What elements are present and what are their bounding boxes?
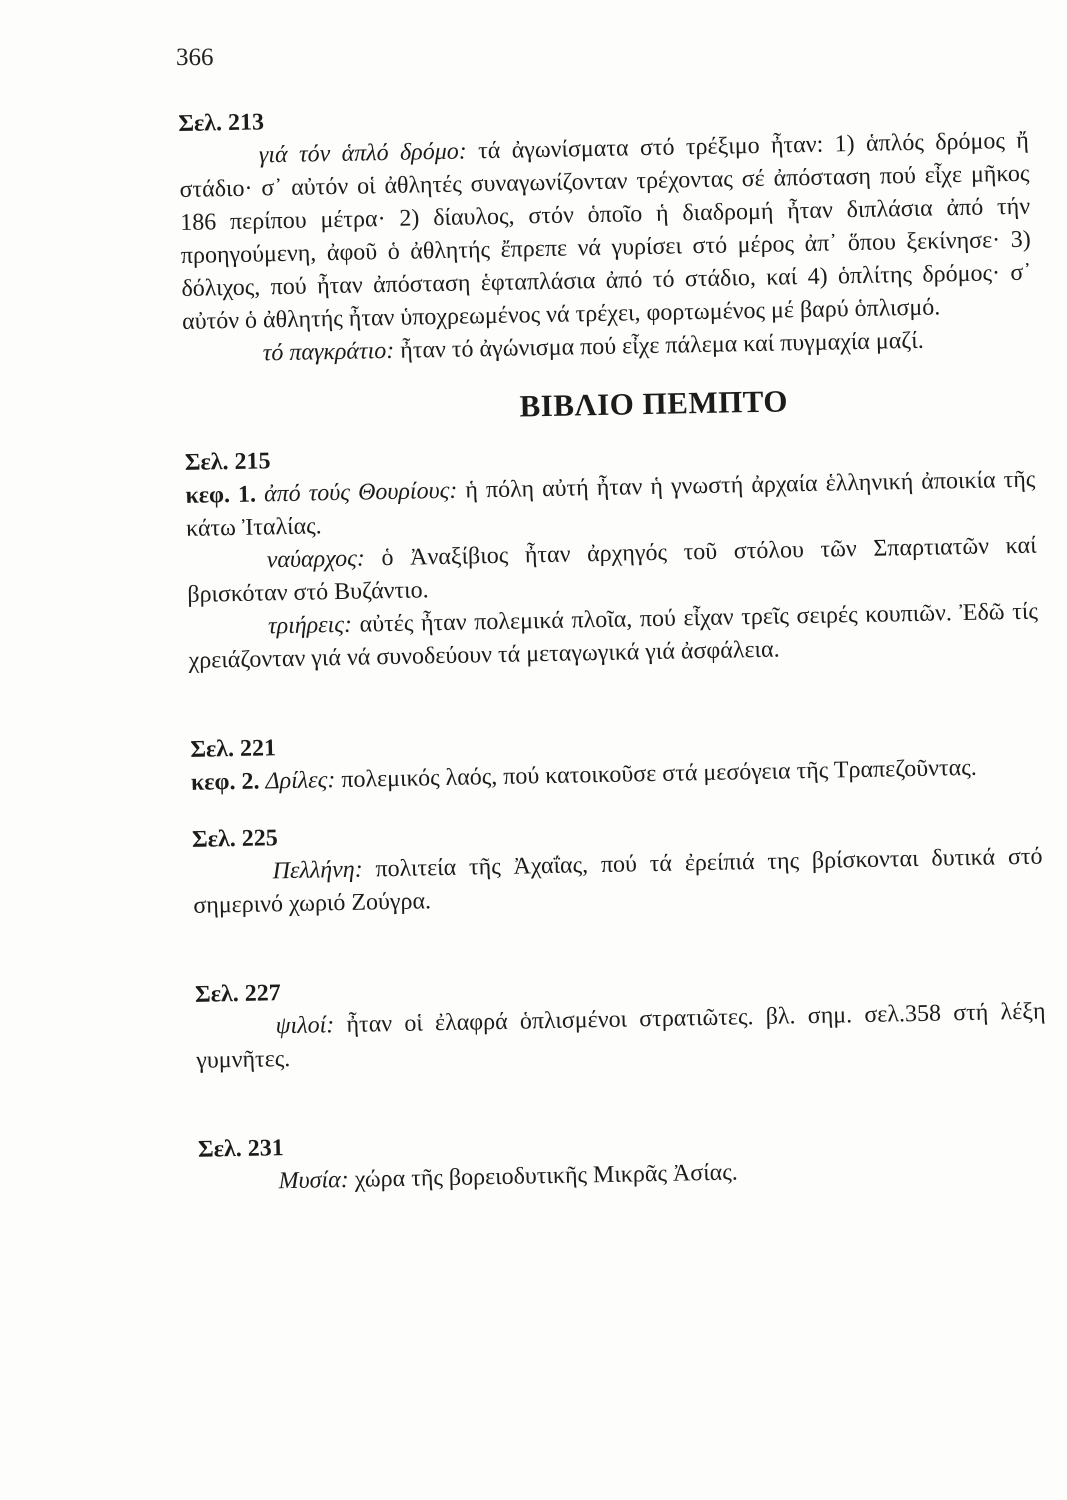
note-text: πολιτεία τῆς Ἀχαΐας, πού τά ἐρείπιά της βρίσκονται δυτικά στό σημερινό χωριό Ζούγρα. <box>193 843 1043 919</box>
chapter-reference: κεφ. 1. <box>185 481 257 509</box>
page-reference: Σελ. 231 <box>197 1135 284 1163</box>
note-term: Πελλήνη: <box>272 856 363 885</box>
page-reference: Σελ. 225 <box>191 825 279 853</box>
chapter-reference: κεφ. 2. <box>190 768 260 796</box>
notes-entry <box>192 808 1044 923</box>
note-text: πολεμικός λαός, πού κατοικοῦσε στά μεσόγεια τῆς Τραπεζοῦντας. <box>335 754 977 794</box>
note-term: τριήρεις: <box>267 611 353 640</box>
notes-entry <box>185 431 1039 678</box>
note-term: γιά τόν ἁπλό δρόμο: <box>258 138 467 169</box>
note-term: Δρίλες: <box>265 767 336 795</box>
page-reference: Σελ. 213 <box>178 109 265 137</box>
notes-body <box>178 92 1049 1224</box>
section-heading: ΒΙΒΛΙΟ ΠΕΜΠΤΟ <box>519 383 789 424</box>
note-term: ψιλοί: <box>275 1012 335 1040</box>
page-number: 366 <box>176 44 214 71</box>
note-term: ἀπό τούς Θουρίους: <box>263 477 458 508</box>
page-reference: Σελ. 221 <box>190 735 277 763</box>
note-text: τά ἀγωνίσματα στό τρέξιμο ἦταν: 1) ἁπλός δρόμος ἤ στάδιο· σ᾽ αὐτόν οἱ ἀθλητές συναγωνίζονταν τρέχοντας σέ ἀπόσταση πού εἶχε μῆκος 186 περίπου μέτρα· 2) δίαυλος, στόν ὁποῖο ἡ διαδρομή ἦταν διπλάσια ἀπό τήν προηγούμενη, ἀφοῦ ὁ ἀθλητής ἔπρεπε νά γυρίσει στό μέρος ἀπ᾽ ὅπου ξεκίνησε· 3) δόλιχος, πού ἦταν ἀπόσταση ἑφταπλάσια ἀπό τό στάδιο, καί 4) ὁπλίτης δρόμος· σ᾽ αὐτόν ὁ ἀθλητής ἦταν ὑποχρεωμένος νά τρέχει, φορτωμένος μέ βαρύ ὁπλισμό. <box>179 127 1032 335</box>
note-text: ἦταν τό ἀγώνισμα πού εἶχε πάλεμα καί πυγμαχία μαζί. <box>394 327 924 364</box>
notes-entry <box>178 92 1033 372</box>
note-text: ὁ Ἀναξίβιος ἦταν ἀρχηγός τοῦ στόλου τῶν Σπαρτιατῶν καί βρισκόταν στό Βυζάντιο. <box>187 532 1037 608</box>
note-term: ναύαρχος: <box>266 545 366 574</box>
note-term: Μυσία: <box>278 1166 349 1195</box>
page-reference: Σελ. 227 <box>194 980 281 1008</box>
note-text: ἦταν οἱ ἐλαφρά ὁπλισμένοι στρατιῶτες. βλ. σημ. σελ.358 στή λέξη γυμνῆτες. <box>196 998 1046 1074</box>
page-reference: Σελ. 215 <box>184 448 271 476</box>
notes-entry <box>195 963 1047 1078</box>
note-text: χώρα τῆς βορειοδυτικῆς Μικρᾶς Ἀσίας. <box>348 1159 738 1193</box>
note-term: τό παγκράτιο: <box>262 337 395 367</box>
note-text: ἡ πόλη αὐτή ἦταν ἡ γνωστή ἀρχαία ἑλληνική ἀποικία τῆς κάτω Ἰταλίας. <box>185 466 1036 542</box>
note-paragraph <box>179 125 1033 339</box>
note-text: αὐτές ἦταν πολεμικά πλοῖα, πού εἶχαν τρεῖς σειρές κουπιῶν. Ἐδῶ τίς χρειάζονταν γιά νά συνοδεύουν τά μεταγωγικά γιά ἀσφάλεια. <box>188 598 1039 674</box>
